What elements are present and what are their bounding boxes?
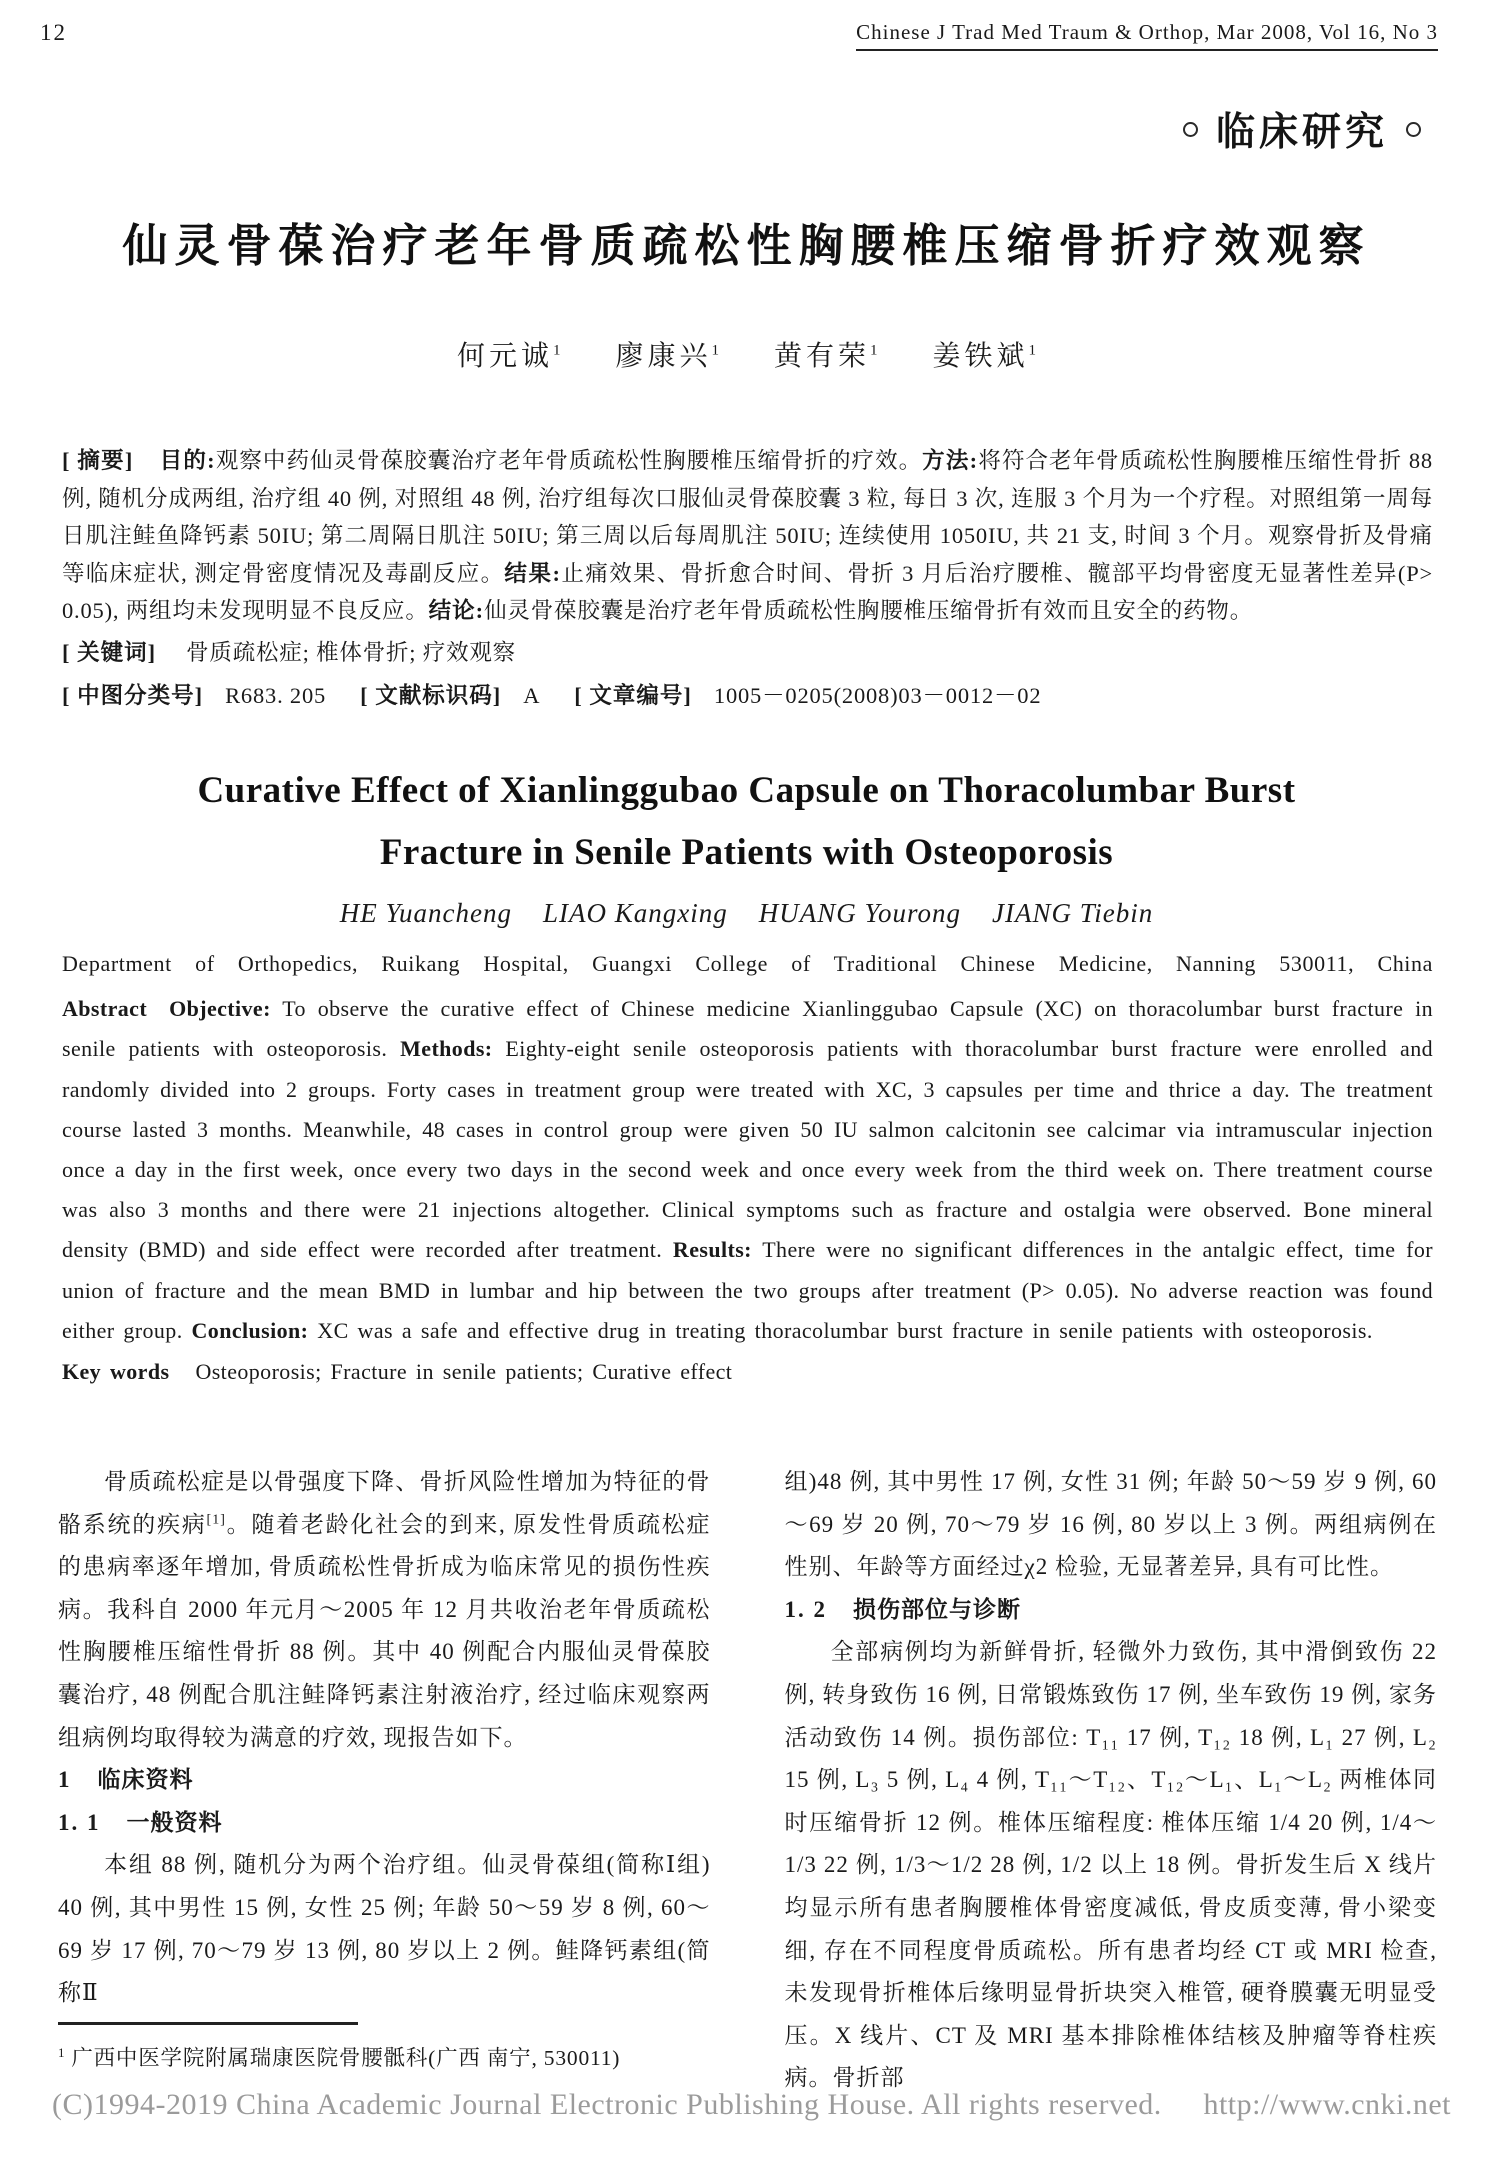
doc-code-label: [ 文献标识码] [360,682,502,708]
section-title: 临床资料 [97,1767,194,1793]
methods-en-label: Methods: [400,1036,493,1062]
author-name-text: 廖康兴 [615,341,712,372]
doc-code: A [523,682,541,708]
methods-label: 方法: [922,448,979,473]
clc-label: [ 中图分类号] [62,682,204,708]
methods-en-text: Eighty-eight senile osteoporosis patients with thoracolumbar burst fracture were enrolled and randomly divided into 2 groups. Forty cases in treatment group were treated with XC, 3 capsules per time and thrice a day. The treatment course lasted 3 months. Meanwhile, 48 cases in control group were given 50 IU salmon calcitonin see calcimar via intramuscular injection once a day in the first week, once every two days in the second week and once every week from the third week on. There treatment course was also 3 months and there were 21 injections altogether. Clinical symptoms such as fracture and ostalgia were observed. Bone mineral density (BMD) and side effect were recorded after treatment. [62,1036,1433,1263]
section-heading-1-2 [785,1589,1438,1632]
footnote-text [58,2041,738,2072]
abstract-en [62,989,1433,1351]
watermark-url: http://www.cnki.net [1203,2088,1451,2121]
article-title-en [0,760,1493,884]
section-heading-1 [58,1759,711,1802]
affiliation-en: Department of Orthopedics, Ruikang Hospital, Guangxi College of Traditional Chinese Medicine, Nanning 530011, China [62,951,1433,977]
article-title-cn: 仙灵骨葆治疗老年骨质疏松性胸腰椎压缩骨折疗效观察 [122,221,1371,271]
body-column-left [58,1461,711,2100]
results-label: 结果: [504,560,561,586]
author-name [933,341,1037,372]
conclusion-text: 仙灵骨葆胶囊是治疗老年骨质疏松性胸腰椎压缩骨折有效而且安全的药物。 [484,598,1254,624]
classification-line [62,677,1433,715]
objective-en-text: To observe the curative effect of Chinese medicine Xianlinggubao Capsule (XC) on thoracolumbar burst fracture in senile patients with osteoporosis. [62,996,1433,1062]
author-name-text: 姜铁斌 [932,341,1029,372]
keywords-cn [62,634,1433,672]
authors-en: HE Yuancheng LIAO Kangxing HUANG Yourong JIANG Tiebin [339,898,1154,929]
article-title-en-line2: Fracture in Senile Patients with Osteoporosis [379,832,1114,874]
footnote-rule [58,2022,358,2025]
keywords-label: [ 关键词] [62,639,157,665]
authors-cn [0,334,1493,374]
author-name [615,341,719,372]
column-badge [0,101,1421,157]
author-affil-marker: 1 [711,342,719,359]
journal-running-title: Chinese J Trad Med Traum & Orthop, Mar 2008, Vol 16, No 3 [856,20,1438,51]
keywords-en-label: Key words [62,1358,170,1384]
intro-text-a: 骨质疏松症是以骨强度下降、骨折风险性增加为特征的骨骼系统的疾病 [58,1468,711,1537]
author-name-text: 黄有荣 [774,341,871,372]
circle-ornament-icon [1183,122,1198,137]
section-title: 损伤部位与诊断 [853,1596,1021,1622]
copyright-watermark [52,2088,1451,2122]
general-data-paragraph-cont: 组)48 例, 其中男性 17 例, 女性 31 例; 年龄 50～59 岁 9 例, 60～69 岁 20 例, 70～79 岁 16 例, 80 岁以上 3 例。两组病例在性别、年龄等方面经过χ2 检验, 无显著差异, 具有可比性。 [784,1468,1437,1580]
general-data-paragraph: 本组 88 例, 随机分为两个治疗组。仙灵骨葆组(简称Ⅰ组) 40 例, 其中男性 15 例, 女性 25 例; 年龄 50～59 岁 8 例, 60～69 岁 17 例, 70～79 岁 13 例, 80 岁以上 2 例。鲑降钙素组(简称Ⅱ [58,1852,711,2006]
abstract-cn [62,442,1433,630]
section-title: 一般资料 [126,1809,223,1835]
author-name [457,341,561,372]
author-affil-marker: 1 [1028,342,1037,359]
abstract-en-label: Abstract [62,996,148,1022]
conclusion-label: 结论: [428,598,485,624]
keywords-en [62,1359,1433,1385]
circle-ornament-icon [1406,122,1421,137]
objective-text: 观察中药仙灵骨葆胶囊治疗老年骨质疏松性胸腰椎压缩骨折的疗效。 [215,448,923,473]
body-columns [58,1461,1437,2100]
keywords-en-text: Osteoporosis; Fracture in senile patients; Curative effect [195,1358,733,1384]
article-id-label: [ 文章编号] [574,682,692,708]
watermark-copyright-text: (C)1994-2019 China Academic Journal Electronic Publishing House. All rights reserved. [52,2088,1162,2121]
conclusion-en-text: XC was a safe and effective drug in treating thoracolumbar burst fracture in senile patients with osteoporosis. [317,1317,1373,1343]
results-en-label: Results: [672,1237,752,1263]
column-badge-label: 临床研究 [1215,111,1388,154]
page-header [0,0,1493,51]
section-number: 1. 2 [784,1596,827,1622]
body-column-right [785,1461,1438,2100]
author-affil-marker: 1 [552,342,561,359]
author-name-text: 何元诚 [456,341,553,372]
reference-marker: [1] [206,1511,226,1527]
intro-paragraph [58,1461,711,1759]
author-affil-marker: 1 [870,342,878,359]
footnote [58,2022,738,2072]
objective-en-label: Objective: [169,996,271,1022]
footnote-marker: 1 [58,2044,66,2060]
section-number: 1 [58,1767,72,1793]
clc-number: R683. 205 [225,682,327,708]
objective-label: 目的: [159,448,216,473]
methods-text: 将符合老年骨质疏松性胸腰椎压缩性骨折 88 例, 随机分成两组, 治疗组 40 例, 对照组 48 例, 治疗组每次口服仙灵骨葆胶囊 3 粒, 每日 3 次, 连服 3 个月为一个疗程。对照组第一周每日肌注鲑鱼降钙素 50IU; 第二周隔日肌注 50IU; 第三周以后每周肌注 50IU; 连续使用 1050IU, 共 21 支, 时间 3 个月。观察骨折及骨痛等临床症状, 测定骨密度情况及毒副反应。 [62,448,1433,586]
footnote-affiliation: 广西中医学院附属瑞康医院骨腰骶科(广西 南宁, 530011) [71,2046,621,2070]
author-name [774,341,878,372]
intro-text-b: 。随着老龄化社会的到来, 原发性骨质疏松症的患病率逐年增加, 骨质疏松性骨折成为临床常见的损伤性疾病。我科自 2000 年元月～2005 年 12 月共收治老年骨质疏松性胸腰椎压缩性骨折 88 例。其中 40 例配合内服仙灵骨葆胶囊治疗, 48 例配合肌注鲑降钙素注射液治疗, 经过临床观察两组病例均取得较为满意的疗效, 现报告如下。 [58,1511,711,1750]
injury-site-paragraph: 全部病例均为新鲜骨折, 轻微外力致伤, 其中滑倒致伤 22 例, 转身致伤 16 例, 日常锻炼致伤 17 例, 坐车致伤 19 例, 家务活动致伤 14 例。损伤部位: T₁₁ 17 例, T₁₂ 18 例, L₁ 27 例, L₂ 15 例, L₃ 5 例, L₄ 4 例, T₁₁～T₁₂、T₁₂～L₁、L₁～L₂ 两椎体同时压缩骨折 12 例。椎体压缩程度: 椎体压缩 1/4 20 例, 1/4～1/3 22 例, 1/3～1/2 28 例, 1/2 以上 18 例。骨折发生后 X 线片均显示所有患者胸腰椎体骨密度减低, 骨皮质变薄, 骨小梁变细, 存在不同程度骨质疏松。所有患者均经 CT 或 MRI 检查, 未发现骨折椎体后缘明显骨折块突入椎管, 硬脊膜囊无明显受压。X 线片、CT 及 MRI 基本排除椎体结核及肿瘤等脊柱疾病。骨折部 [784,1639,1438,2091]
page-number: 12 [40,20,67,45]
conclusion-en-label: Conclusion: [191,1317,309,1343]
results-text: 止痛效果、骨折愈合时间、骨折 3 月后治疗腰椎、髋部平均骨密度无显著性差异(P> 0.05), 两组均未发现明显不良反应。 [62,560,1433,624]
keywords-text: 骨质疏松症; 椎体骨折; 疗效观察 [186,639,516,665]
article-id: 1005－0205(2008)03－0012－02 [713,682,1042,708]
section-heading-1-1 [58,1802,711,1845]
abstract-label: [ 摘要] [62,448,134,473]
article-title-en-line1: Curative Effect of Xianlinggubao Capsule on Thoracolumbar Burst [197,770,1296,812]
section-number: 1. 1 [58,1809,101,1835]
results-en-text: There were no significant differences in the antalgic effect, time for union of fracture and the mean BMD in lumbar and hip between the two groups after treatment (P> 0.05). No adverse reaction was found either group. [62,1237,1433,1343]
